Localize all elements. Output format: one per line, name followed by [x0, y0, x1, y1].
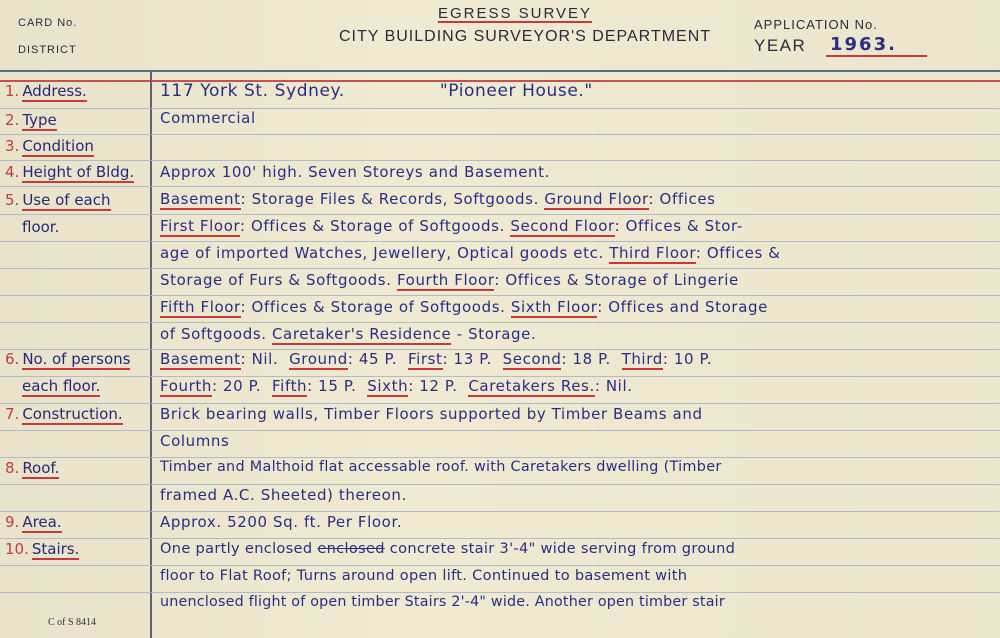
ruled-line — [0, 108, 1000, 109]
ruled-line — [0, 484, 1000, 485]
label-stairs: 10. Stairs. — [5, 540, 80, 558]
ruled-line — [0, 268, 1000, 269]
stairs-line-3: unenclosed flight of open timber Stairs 2'-4" wide. Another open timber stair — [160, 594, 725, 610]
department-name: CITY BUILDING SURVEYOR'S DEPARTMENT — [338, 28, 712, 45]
ruled-line — [0, 538, 1000, 539]
margin-line — [150, 72, 152, 638]
address-entry: 117 York St. Sydney. "Pioneer House." — [160, 81, 593, 101]
ruled-line — [0, 403, 1000, 404]
ruled-line — [0, 322, 1000, 323]
survey-title: EGRESS SURVEY — [437, 5, 593, 22]
ruled-line — [0, 430, 1000, 431]
use-line-4: Storage of Furs & Softgoods. Fourth Floor: Offices & Storage of Lingerie — [160, 271, 739, 289]
use-line-2: First Floor: Offices & Storage of Softgoods. Second Floor: Offices & Stor- — [160, 217, 743, 235]
label-use: 5. Use of each — [5, 191, 111, 209]
roof-line-2: framed A.C. Sheeted) thereon. — [160, 486, 407, 504]
use-line-6: of Softgoods. Caretaker's Residence - Storage. — [160, 325, 537, 343]
ruled-line — [0, 186, 1000, 187]
label-height: 4. Height of Bldg. — [5, 163, 135, 181]
ruled-line — [0, 511, 1000, 512]
label-type: 2. Type — [5, 111, 57, 129]
card-header — [0, 0, 1000, 70]
label-address: 1. Address. — [5, 82, 87, 100]
label-roof: 8. Roof. — [5, 459, 60, 477]
roof-line-1: Timber and Malthoid flat accessable roof. with Caretakers dwelling (Timber — [160, 459, 722, 475]
persons-line-1: Basement: Nil. Ground: 45 P. First: 13 P. Second: 18 P. Third: 10 P. — [160, 350, 713, 368]
application-no-label: APPLICATION No. — [754, 17, 878, 32]
type-entry: Commercial — [160, 109, 256, 127]
ruled-line — [0, 134, 1000, 135]
ruled-line — [0, 160, 1000, 161]
label-condition: 3. Condition — [5, 137, 94, 155]
year-value: 1963. — [826, 34, 927, 57]
label-persons: 6. No. of persons — [5, 350, 131, 368]
persons-line-2: Fourth: 20 P. Fifth: 15 P. Sixth: 12 P. Caretakers Res.: Nil. — [160, 377, 633, 395]
use-line-1: Basement: Storage Files & Records, Softgoods. Ground Floor: Offices — [160, 190, 716, 208]
label-each-floor: each floor. — [22, 377, 101, 395]
label-area: 9. Area. — [5, 513, 62, 531]
construction-line-2: Columns — [160, 432, 230, 450]
card-no-label: CARD No. — [18, 17, 78, 29]
construction-line-1: Brick bearing walls, Timber Floors supported by Timber Beams and — [160, 405, 703, 423]
form-number: C of S 8414 — [48, 617, 97, 628]
height-entry: Approx 100' high. Seven Storeys and Basement. — [160, 163, 551, 181]
district-label: DISTRICT — [18, 44, 77, 56]
label-floor: floor. — [22, 218, 60, 236]
ruled-line — [0, 241, 1000, 242]
stairs-line-2: floor to Flat Roof; Turns around open lift. Continued to basement with — [160, 567, 688, 584]
area-entry: Approx. 5200 Sq. ft. Per Floor. — [160, 513, 403, 531]
ruled-line — [0, 592, 1000, 593]
label-construction: 7. Construction. — [5, 405, 123, 423]
ruled-line — [0, 214, 1000, 215]
ruled-line — [0, 565, 1000, 566]
ruled-line — [0, 295, 1000, 296]
use-line-5: Fifth Floor: Offices & Storage of Softgoods. Sixth Floor: Offices and Storage — [160, 298, 768, 316]
ruled-line — [0, 457, 1000, 458]
use-line-3: age of imported Watches, Jewellery, Optical goods etc. Third Floor: Offices & — [160, 244, 781, 262]
stairs-line-1: One partly enclosed enclosed concrete stair 3'-4" wide serving from ground — [160, 540, 736, 557]
year-label: YEAR — [754, 36, 807, 55]
